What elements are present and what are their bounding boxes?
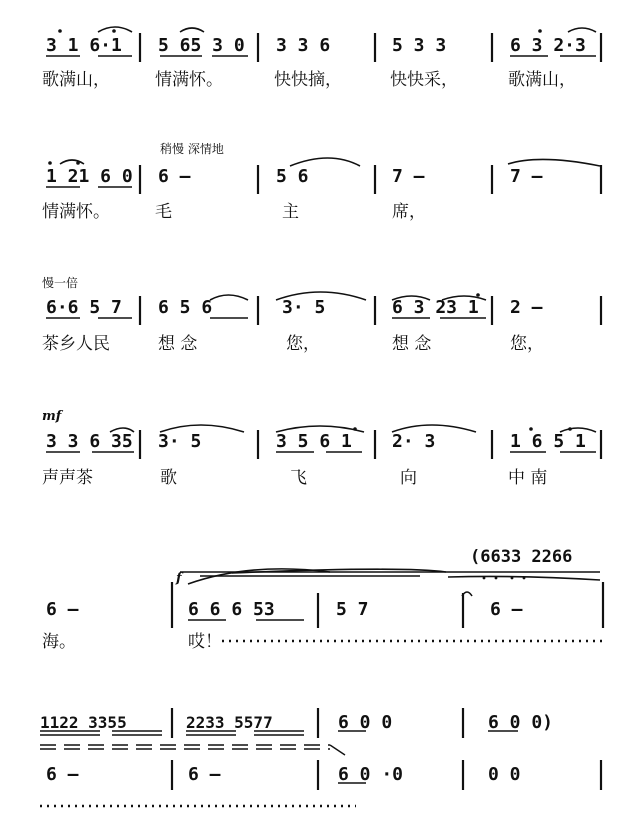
s2-bar-5: 7 — <box>510 166 543 187</box>
s6-acc-bar-3: 6 0 0 <box>338 712 393 733</box>
s1-lyric-5: 歌满山， <box>508 70 576 90</box>
s6-acc-bar-2: 2233 5577 <box>186 713 273 732</box>
s5-bar-3: 5 7 <box>336 599 369 620</box>
s6-bar-3: 6 0 ·0 <box>338 764 404 785</box>
s2-lyric-3: 主 <box>282 202 299 222</box>
s1-lyric-2: 情满怀。 <box>155 70 223 90</box>
s4-bar-1: 3 3 6 35 <box>46 431 133 452</box>
s5-bar-2: 6 6 6 53 <box>188 599 275 620</box>
s3-bar-5: 2 — <box>510 297 543 318</box>
s5-lyric-1: 海。 <box>42 632 76 652</box>
s4-bar-4: 2· 3 <box>392 431 436 452</box>
s6-bar-4: 0 0 <box>488 764 521 785</box>
s4-lyric-5: 中 南 <box>508 468 548 488</box>
s3-direction: 慢一倍 <box>42 276 79 290</box>
s4-bar-5: 1 6 5 1 <box>510 431 586 452</box>
s4-bar-2: 3· 5 <box>158 431 202 452</box>
s2-direction: 稍慢 深情地 <box>160 142 224 156</box>
s3-bar-3: 3· 5 <box>282 297 326 318</box>
s1-lyric-3: 快快摘， <box>274 70 342 90</box>
s5-accompaniment: (6633 2266 <box>470 547 573 567</box>
s4-dynamic: mf <box>42 409 62 424</box>
s4-bar-3: 3 5 6 1 <box>276 431 352 452</box>
s4-lyric-2: 歌 <box>160 468 177 488</box>
s4-lyric-4: 向 <box>400 468 417 488</box>
s1-bar-1: 3 1 6·1 <box>46 35 122 56</box>
s3-lyric-3: 您， <box>286 334 320 354</box>
s3-bar-1: 6·6 5 7 <box>46 297 122 318</box>
s5-dynamic: f <box>176 571 182 586</box>
s3-lyric-1: 茶乡人民 <box>42 334 110 354</box>
s6-bar-1: 6 — <box>46 764 79 785</box>
s2-lyric-4: 席， <box>392 202 426 222</box>
s1-bar-5: 6 3 2·3 <box>510 35 586 56</box>
s6-acc-bar-4: 6 0 0) <box>488 712 554 733</box>
s3-lyric-2: 想 念 <box>158 334 198 354</box>
s1-bar-2: 5 65 3 0 <box>158 35 245 56</box>
s2-bar-3: 5 6 <box>276 166 309 187</box>
s3-lyric-5: 您， <box>510 334 544 354</box>
s2-bar-1: 1 21 6 0 <box>46 166 133 187</box>
s5-lyric-2: 哎！ <box>188 632 222 652</box>
s1-lyric-1: 歌满山， <box>42 70 110 90</box>
s2-bar-4: 7 — <box>392 166 425 187</box>
s3-bar-4: 6 3 23 1 <box>392 297 479 318</box>
s5-bar-1: 6 — <box>46 599 79 620</box>
s2-lyric-2: 毛 <box>155 202 172 222</box>
s4-lyric-3: 飞 <box>290 468 307 488</box>
s2-bar-2: 6 — <box>158 166 191 187</box>
s1-bar-3: 3 3 6 <box>276 35 331 56</box>
s3-bar-2: 6 5 6 <box>158 297 213 318</box>
s4-lyric-1: 声声茶 <box>42 468 93 488</box>
s2-lyric-1: 情满怀。 <box>42 202 110 222</box>
s1-bar-4: 5 3 3 <box>392 35 447 56</box>
s6-acc-bar-1: 1122 3355 <box>40 713 127 732</box>
s5-bar-4: 6 — <box>490 599 523 620</box>
s1-lyric-4: 快快采， <box>390 70 458 90</box>
s6-bar-2: 6 — <box>188 764 221 785</box>
s3-lyric-4: 想 念 <box>392 334 432 354</box>
